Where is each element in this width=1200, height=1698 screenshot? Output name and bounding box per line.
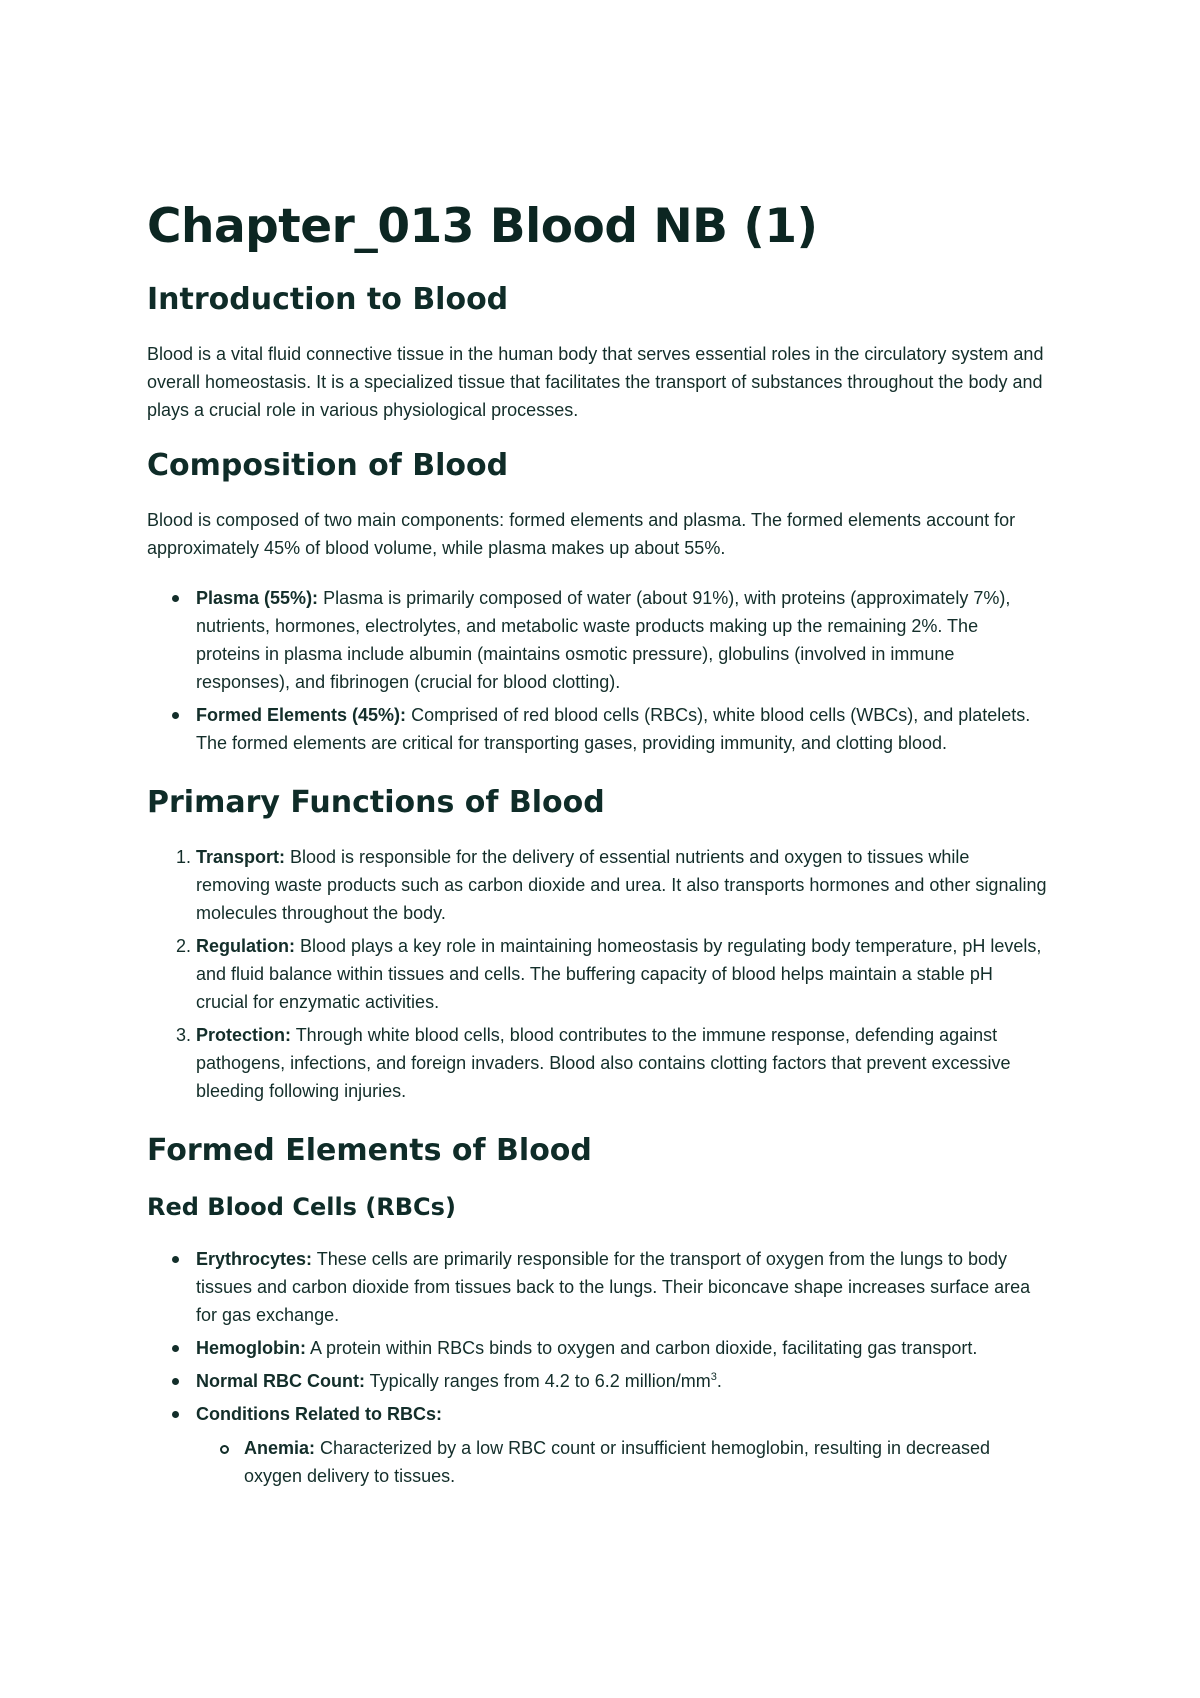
heading-introduction: Introduction to Blood	[147, 282, 509, 317]
list-item-text: .	[716, 1371, 722, 1391]
list-item	[196, 1367, 1047, 1395]
heading-formed-elements: Formed Elements of Blood	[147, 1133, 592, 1168]
list-item-text: Blood is responsible for the delivery of essential nutrients and oxygen to tissues while removing waste products such as carbon dioxide and urea. It also transports hormones and other signaling molecules throughout the body.	[196, 847, 1047, 923]
heading-functions: Primary Functions of Blood	[147, 785, 605, 820]
list-item-text: Blood plays a key role in maintaining homeostasis by regulating body temperature, pH levels, and fluid balance within tissues and cells. The buffering capacity of blood helps maintain a stable pH crucial for enzymatic activities.	[196, 936, 1042, 1012]
composition-list	[147, 584, 1047, 757]
list-item-label: Erythrocytes:	[196, 1249, 313, 1269]
list-item-text: Plasma is primarily composed of water (about 91%), with proteins (approximately 7%), nutrients, hormones, electrolytes, and metabolic waste products making up the remaining 2%. The proteins in plasma include albumin (maintains osmotic pressure), globulins (involved in immune responses), and fibrinogen (crucial for blood clotting).	[196, 588, 1011, 692]
list-item-text: A protein within RBCs binds to oxygen and carbon dioxide, facilitating gas transport.	[306, 1338, 978, 1358]
list-item-label: Regulation:	[196, 936, 295, 956]
list-item	[196, 843, 1047, 927]
superscript: 3	[710, 1371, 717, 1383]
list-item-label: Conditions Related to RBCs:	[196, 1404, 442, 1424]
document-page	[147, 196, 1047, 1516]
list-item-label: Anemia:	[244, 1438, 316, 1458]
list-item	[196, 701, 1047, 757]
list-item	[196, 1245, 1047, 1329]
list-item-label: Normal RBC Count:	[196, 1371, 365, 1391]
paragraph-composition: Blood is composed of two main components: formed elements and plasma. The formed elements account for approximately 45% of blood volume, while plasma makes up about 55%.	[147, 510, 1016, 558]
list-item	[196, 1400, 1047, 1490]
list-item	[196, 1334, 1047, 1362]
list-item-label: Formed Elements (45%):	[196, 705, 407, 725]
list-item-text: These cells are primarily responsible for the transport of oxygen from the lungs to body tissues and carbon dioxide from tissues back to the lungs. Their biconcave shape increases surface area for gas exchange.	[196, 1249, 1031, 1325]
list-item-label: Protection:	[196, 1025, 292, 1045]
rbc-list	[147, 1245, 1047, 1490]
list-item-text: Characterized by a low RBC count or insufficient hemoglobin, resulting in decreased oxygen delivery to tissues.	[244, 1438, 991, 1486]
list-item-label: Plasma (55%):	[196, 588, 319, 608]
list-item-text: Comprised of red blood cells (RBCs), white blood cells (WBCs), and platelets. The formed elements are critical for transporting gases, providing immunity, and clotting blood.	[196, 705, 1031, 753]
heading-rbc: Red Blood Cells (RBCs)	[147, 1193, 456, 1221]
list-item-label: Hemoglobin:	[196, 1338, 306, 1358]
rbc-conditions-sublist	[196, 1434, 1047, 1490]
list-item-text: Typically ranges from 4.2 to 6.2 million/mm	[365, 1371, 711, 1391]
document-title: Chapter_013 Blood NB (1)	[147, 199, 818, 254]
list-item	[244, 1434, 1047, 1490]
list-item-label: Transport:	[196, 847, 286, 867]
list-item	[196, 932, 1047, 1016]
heading-composition: Composition of Blood	[147, 448, 509, 483]
list-item	[196, 584, 1047, 696]
functions-list	[147, 843, 1047, 1105]
list-item-text: Through white blood cells, blood contributes to the immune response, defending against pathogens, infections, and foreign invaders. Blood also contains clotting factors that prevent excessive bleeding following injuries.	[196, 1025, 1011, 1101]
paragraph-introduction: Blood is a vital fluid connective tissue in the human body that serves essential roles in the circulatory system and overall homeostasis. It is a specialized tissue that facilitates the transport of substances throughout the body and plays a crucial role in various physiological processes.	[147, 344, 1044, 420]
list-item	[196, 1021, 1047, 1105]
